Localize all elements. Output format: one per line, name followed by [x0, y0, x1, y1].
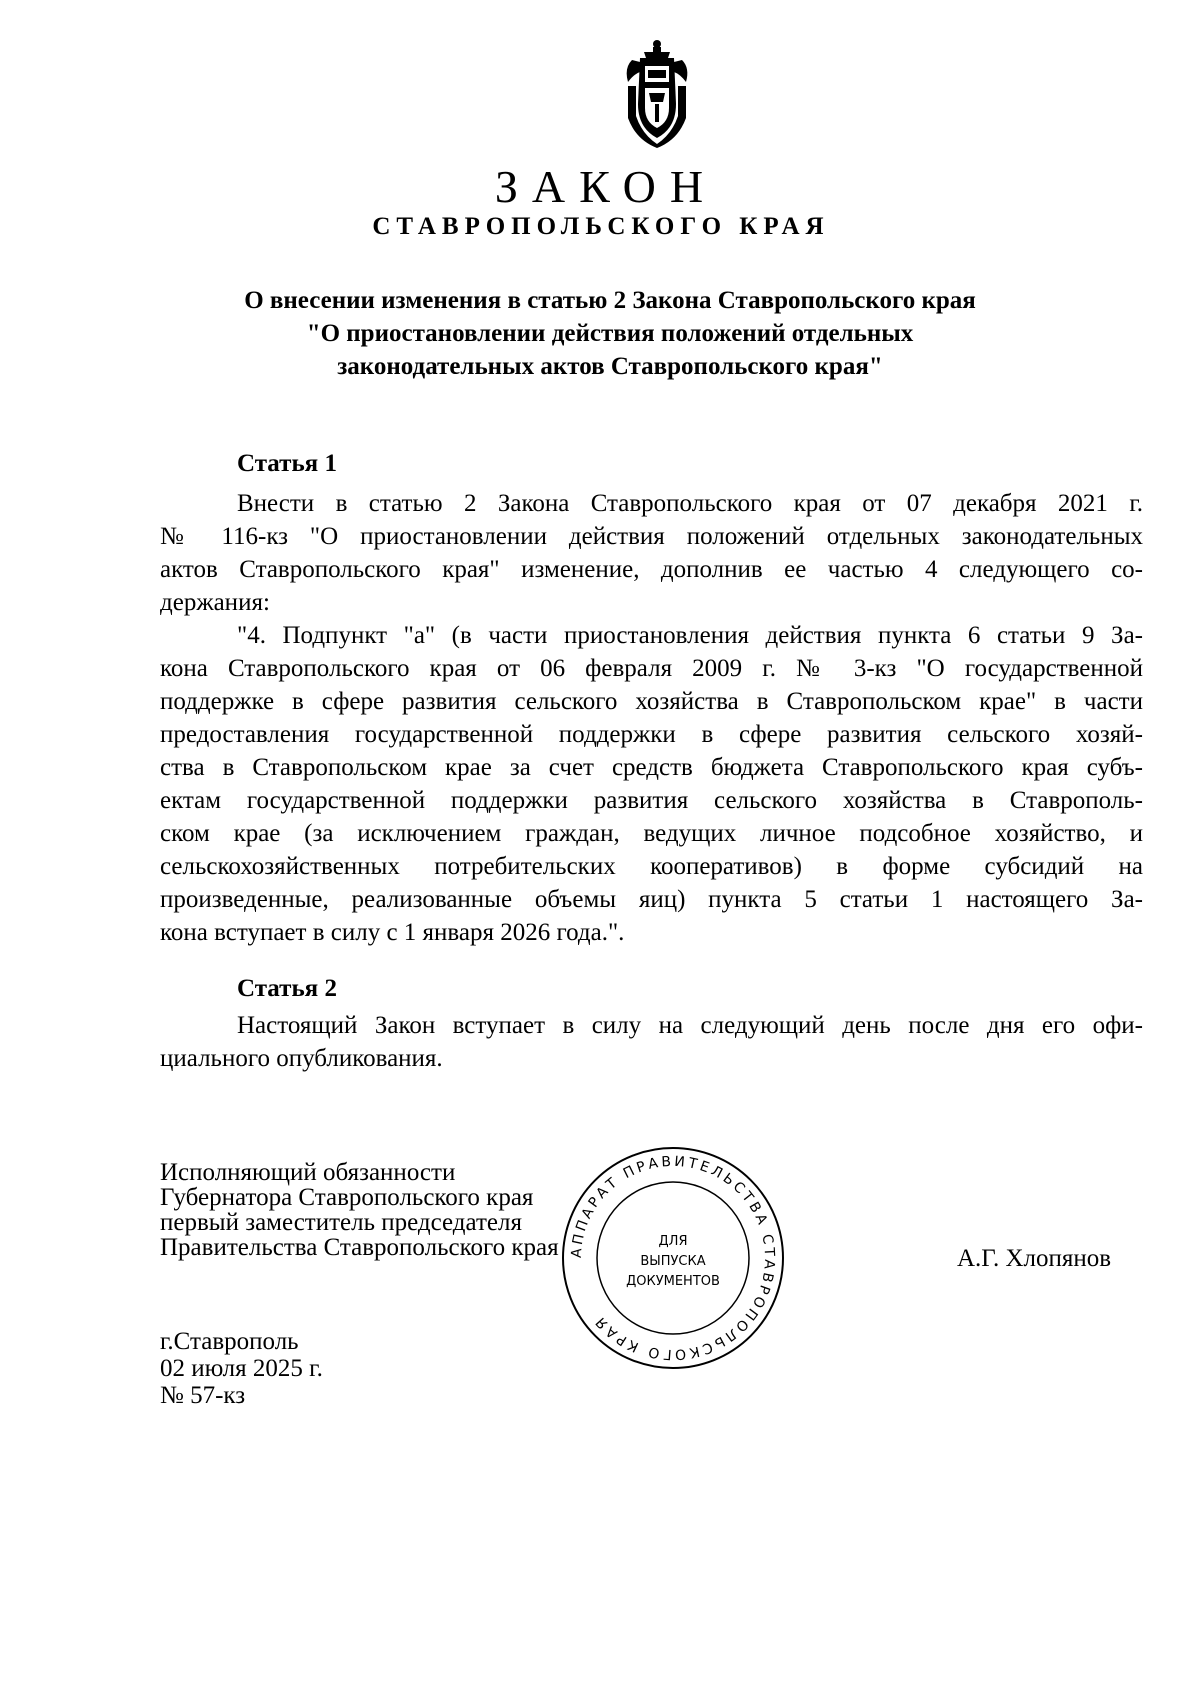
text-line: Настоящий Закон вступает в силу на следующий день после дня его офи- [237, 1012, 1143, 1039]
text-line: ектам государственной поддержки развития сельского хозяйства в Ставрополь- [160, 787, 1143, 814]
city: г.Ставрополь [160, 1328, 299, 1355]
seal-inner-text: ДОКУМЕНТОВ [626, 1274, 720, 1289]
coat-of-arms-icon [622, 38, 692, 148]
article-1-paragraph-2 [160, 619, 1143, 949]
article-1-paragraph-1 [160, 487, 1143, 619]
text-line: кона вступает в силу с 1 января 2026 года.". [160, 919, 625, 946]
position-line: Губернатора Ставропольского края [160, 1184, 534, 1211]
text-line: сельскохозяйственных потребительских кооперативов) в форме субсидий на [160, 853, 1143, 880]
seal-ring-text: АППАРАТ ПРАВИТЕЛЬСТВА СТАВРОПОЛЬСКОГО КРАЯ [568, 1153, 778, 1363]
position-line: Правительства Ставропольского края [160, 1234, 559, 1261]
text-line: поддержке в сфере развития сельского хозяйства в Ставропольском крае" в части [160, 688, 1143, 715]
text-line: циального опубликования. [160, 1045, 443, 1072]
position-line: первый заместитель председателя [160, 1209, 522, 1236]
law-title [160, 284, 1060, 383]
text-line: Внести в статью 2 Закона Ставропольского края от 07 декабря 2021 г. [237, 490, 1143, 517]
text-line: "4. Подпункт "а" (в части приостановления действия пункта 6 статьи 9 За- [237, 622, 1143, 649]
law-title-line: "О приостановлении действия положений отдельных [306, 320, 914, 347]
text-line: произведенные, реализованные объемы яиц) пункта 5 статьи 1 настоящего За- [160, 886, 1143, 913]
law-title-line: законодательных актов Ставропольского края" [337, 353, 883, 380]
text-line: № 116-кз "О приостановлении действия положений отдельных законодательных [160, 523, 1143, 550]
seal-inner-text: ВЫПУСКА [640, 1254, 706, 1269]
seal-inner-text: ДЛЯ [658, 1234, 688, 1249]
text-line: предоставления государственной поддержки в сфере развития сельского хозяй- [160, 721, 1143, 748]
text-line: ства в Ставропольском крае за счет средств бюджета Ставропольского края субъ- [160, 754, 1143, 781]
signatory-position [160, 1160, 559, 1260]
place-date-block [160, 1328, 323, 1409]
position-line: Исполняющий обязанности [160, 1159, 456, 1186]
text-line: актов Ставропольского края" изменение, дополнив ее частью 4 следующего со- [160, 556, 1143, 583]
article-2-paragraph-1 [160, 1009, 1143, 1075]
date: 02 июля 2025 г. [160, 1355, 323, 1382]
signatory-name: А.Г. Хлопянов [957, 1245, 1112, 1272]
article-2-heading: Статья 2 [237, 975, 337, 1002]
official-seal-stamp [560, 1145, 786, 1371]
article-1-heading: Статья 1 [237, 450, 337, 477]
text-line: держания: [160, 589, 270, 616]
text-line: ском крае (за исключением граждан, ведущих личное подсобное хозяйство, и [160, 820, 1143, 847]
law-number: № 57-кз [160, 1382, 246, 1409]
law-title-line: О внесении изменения в статью 2 Закона Ставропольского края [244, 287, 976, 314]
issuing-region: СТАВРОПОЛЬСКОГО КРАЯ [372, 213, 830, 240]
text-line: кона Ставропольского края от 06 февраля 2009 г. № 3-кз "О государственной [160, 655, 1143, 682]
document-type-title: ЗАКОН [494, 161, 718, 212]
